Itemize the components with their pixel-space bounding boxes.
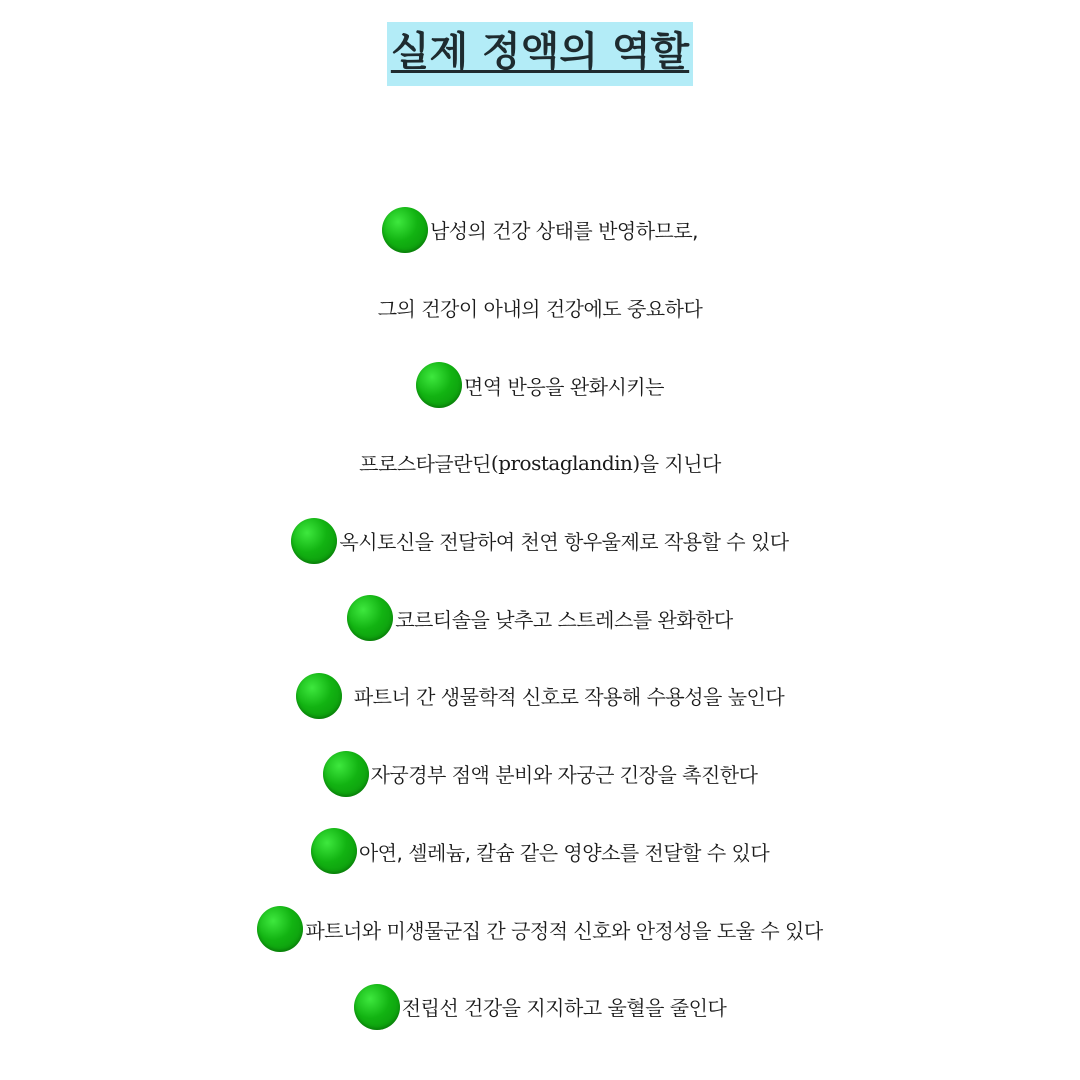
list-item-text: 자궁경부 점액 분비와 자궁근 긴장을 촉진한다 — [370, 763, 758, 788]
content-list — [0, 191, 1080, 1046]
green-circle-icon — [382, 207, 428, 253]
list-item-text: 그의 건강이 아내의 건강에도 중요하다 — [377, 297, 703, 322]
list-item — [0, 735, 1080, 813]
list-item — [0, 968, 1080, 1046]
list-item-text: 코르티솔을 낮추고 스트레스를 완화한다 — [395, 607, 733, 632]
list-item-text: 아연, 셀레늄, 칼슘 같은 영양소를 전달할 수 있다 — [358, 840, 770, 865]
list-item-text-korean: 프로스타글란딘 — [359, 452, 491, 477]
list-item-text: 남성의 건강 상태를 반영하므로, — [429, 219, 699, 244]
green-circle-icon — [323, 751, 369, 797]
list-item-text: 파트너와 미생물군집 간 긍정적 신호와 안정성을 도울 수 있다 — [305, 918, 823, 943]
title-container — [0, 22, 1080, 86]
list-item-text-latin: (prostaglandin) — [490, 450, 640, 475]
list-item-text-korean-suffix: 을 지닌다 — [639, 452, 721, 477]
list-item — [0, 502, 1080, 580]
list-item — [0, 579, 1080, 657]
list-item — [0, 657, 1080, 735]
list-item-text: 전립선 건강을 지지하고 울혈을 줄인다 — [401, 996, 727, 1021]
list-item — [0, 424, 1080, 502]
list-item — [0, 269, 1080, 347]
list-item-text: 파트너 간 생물학적 신호로 작용해 수용성을 높인다 — [353, 685, 785, 710]
green-circle-icon — [257, 906, 303, 952]
list-item — [0, 346, 1080, 424]
page-title: 실제 정액의 역할 — [387, 22, 693, 86]
list-item — [0, 813, 1080, 891]
list-item-text: 면역 반응을 완화시키는 — [464, 374, 664, 399]
green-circle-icon — [291, 518, 337, 564]
list-item — [0, 191, 1080, 269]
green-circle-icon — [311, 828, 357, 874]
list-item-text: 옥시토신을 전달하여 천연 항우울제로 작용할 수 있다 — [339, 530, 789, 555]
green-circle-icon — [354, 984, 400, 1030]
green-circle-icon — [416, 362, 462, 408]
list-item — [0, 890, 1080, 968]
green-circle-icon — [296, 673, 342, 719]
green-circle-icon — [347, 595, 393, 641]
